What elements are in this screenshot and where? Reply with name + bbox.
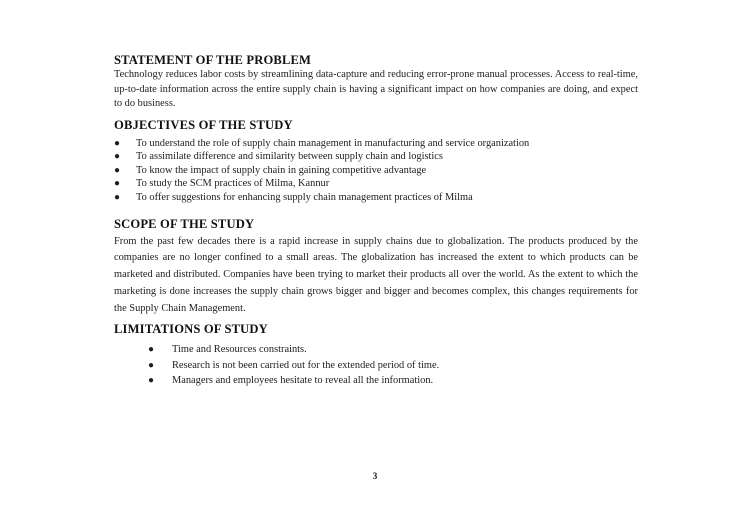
bullet-icon: ● [114,164,121,176]
list-item-text: Managers and employees hesitate to reveal all the information. [172,375,434,387]
list-item-text: To know the impact of supply chain in gaining competitive advantage [136,164,427,176]
list-item-text: To offer suggestions for enhancing supply chain management practices of Milma [136,191,473,203]
bullet-icon: ● [148,375,155,387]
list-item [114,164,638,177]
list-item-text: To study the SCM practices of Milma, Kannur [136,178,330,189]
list-item [114,177,638,190]
scope-paragraph: From the past few decades there is a rapid increase in supply chains due to globalization. The products produced by the companies are no longer confined to a small areas. The globalization has increased the extent to which products can be marketed and distributed. Companies have been trying to market their products all over the world. As the extent to which the marketing is done increases the supply chain grows bigger and bigger and becomes complex, this changes requirements for the Supply Chain Management. [114,235,638,314]
bullet-icon: ● [114,191,121,203]
list-item [148,342,638,358]
list-item-text: To assimilate difference and similarity between supply chain and logistics [136,151,443,162]
problem-heading: STATEMENT OF THE PROBLEM [114,53,312,67]
list-item [148,358,638,374]
page-number: 3 [372,472,378,482]
limitations-heading: LIMITATIONS OF STUDY [114,322,268,337]
document-page [114,52,638,389]
list-item [148,373,638,389]
list-item [114,150,638,163]
bullet-icon: ● [114,137,121,149]
problem-paragraph: Technology reduces labor costs by streamlining data-capture and reducing error-prone manual processes. Access to real-time, up-to-date information across the entire supply chain is having a significant impact on how companies are doing, and expect to do business. [114,69,638,109]
bullet-icon: ● [148,359,155,371]
list-item [114,191,638,204]
bullet-icon: ● [114,151,121,162]
list-item-text: Time and Resources constraints. [172,344,307,356]
objectives-heading: OBJECTIVES OF THE STUDY [114,117,293,132]
objectives-list [114,137,638,204]
list-item [114,137,638,150]
list-item-text: Research is not been carried out for the extended period of time. [172,359,440,371]
limitations-list [114,342,638,389]
bullet-icon: ● [114,178,121,189]
scope-heading: SCOPE OF THE STUDY [114,216,255,231]
bullet-icon: ● [148,344,155,356]
list-item-text: To understand the role of supply chain management in manufacturing and service organization [136,137,530,149]
